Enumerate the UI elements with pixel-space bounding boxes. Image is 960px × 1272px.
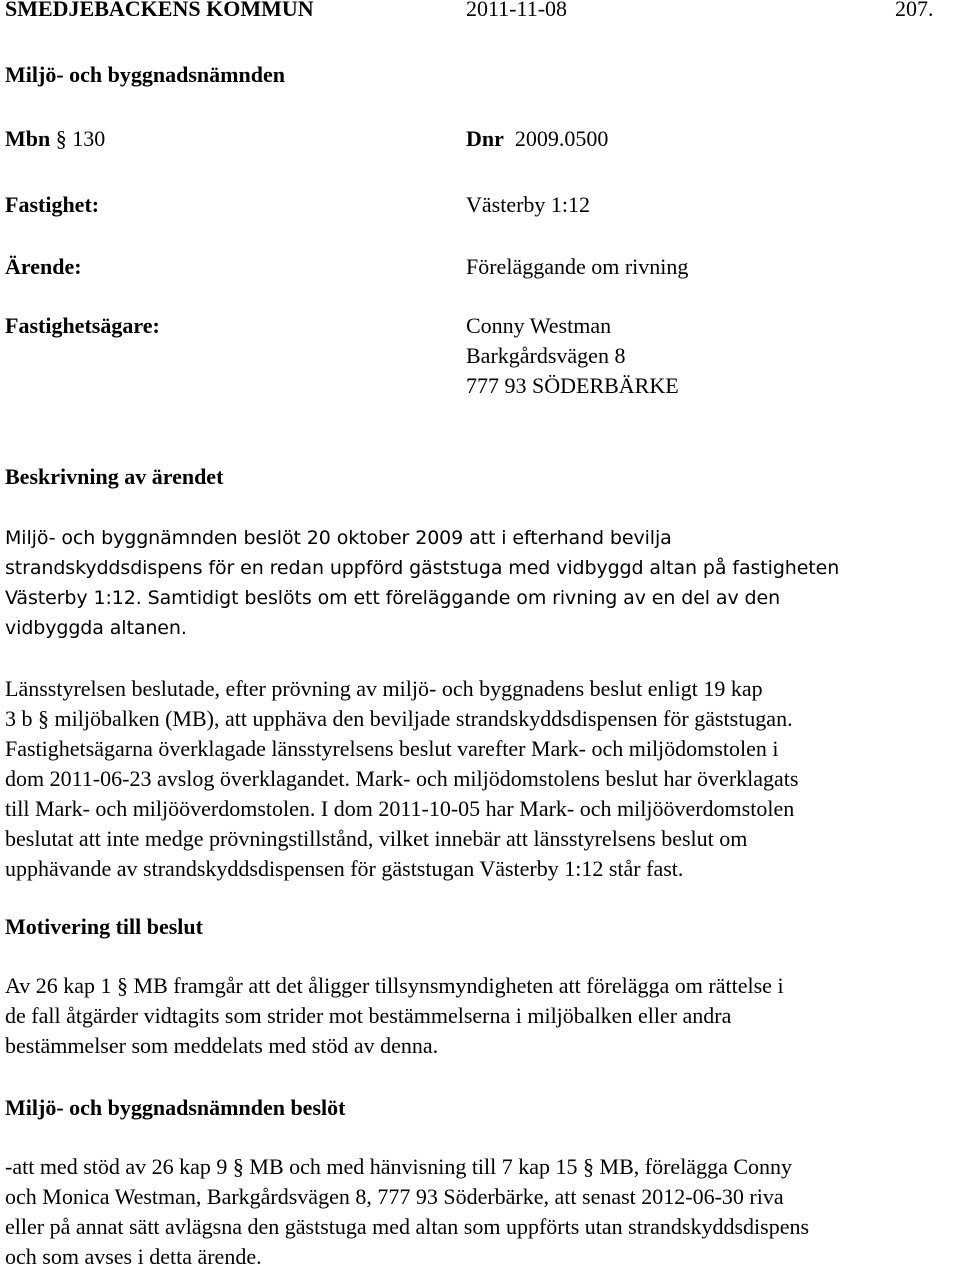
paragraph-line: Västerby 1:12. Samtidigt beslöts om ett föreläggande om rivning av en del av den bbox=[5, 587, 781, 609]
paragraph-line: bestämmelser som meddelats med stöd av denna. bbox=[5, 1033, 439, 1058]
agare-label: Fastighetsägare: bbox=[5, 313, 160, 338]
paragraph-line: och Monica Westman, Barkgårdsvägen 8, 777 93 Söderbärke, att senast 2012-06-30 riva bbox=[5, 1184, 784, 1209]
paragraph-line: eller på annat sätt avlägsna den gäststuga med altan som uppförts utan strandskyddsdispens bbox=[5, 1214, 810, 1239]
dnr-reference bbox=[466, 124, 608, 154]
agare-street: Barkgårdsvägen 8 bbox=[466, 343, 626, 368]
paragraph-line: 3 b § miljöbalken (MB), att upphäva den beviljade strandskyddsdispensen för gäststugan. bbox=[5, 706, 793, 731]
beskrivning-heading: Beskrivning av ärendet bbox=[5, 464, 224, 489]
dnr-value: 2009.0500 bbox=[514, 126, 609, 151]
paragraph-line: Länsstyrelsen beslutade, efter prövning av miljö- och byggnadens beslut enligt 19 kap bbox=[5, 676, 763, 701]
fastighet-value: Västerby 1:12 bbox=[466, 192, 591, 217]
arende-value: Föreläggande om rivning bbox=[466, 254, 689, 279]
municipality-name: SMEDJEBACKENS KOMMUN bbox=[5, 0, 314, 21]
fastighet-label: Fastighet: bbox=[5, 192, 100, 217]
motivering-heading: Motivering till beslut bbox=[5, 914, 203, 939]
paragraph-line: till Mark- och miljööverdomstolen. I dom 2011-10-05 har Mark- och miljööverdomstolen bbox=[5, 796, 795, 821]
paragraph-line: strandskyddsdispens för en redan uppförd gäststuga med vidbyggd altan på fastigheten bbox=[5, 557, 840, 579]
paragraph-line: upphävande av strandskyddsdispensen för gäststugan Västerby 1:12 står fast. bbox=[5, 856, 684, 881]
beslut-heading: Miljö- och byggnadsnämnden beslöt bbox=[5, 1095, 346, 1120]
paragraph-line: Fastighetsägarna överklagade länsstyrelsens beslut varefter Mark- och miljödomstolen i bbox=[5, 736, 779, 761]
beskrivning-paragraph bbox=[5, 523, 955, 643]
lansstyrelsen-paragraph bbox=[5, 674, 955, 884]
agare-name: Conny Westman bbox=[466, 313, 612, 338]
mbn-label: Mbn bbox=[5, 126, 51, 151]
paragraph-line: de fall åtgärder vidtagits som strider mot bestämmelserna i miljöbalken eller andra bbox=[5, 1003, 732, 1028]
meeting-date: 2011-11-08 bbox=[466, 0, 568, 21]
paragraph-line: beslutat att inte medge prövningstillstånd, vilket innebär att länsstyrelsens beslut om bbox=[5, 826, 748, 851]
paragraph-line: vidbyggda altanen. bbox=[5, 617, 187, 639]
paragraph-line: Miljö- och byggnämnden beslöt 20 oktober 2009 att i efterhand bevilja bbox=[5, 527, 672, 549]
arende-label: Ärende: bbox=[5, 254, 82, 279]
beslut-paragraph bbox=[5, 1152, 955, 1272]
page-number: 207. bbox=[895, 0, 934, 21]
mbn-reference bbox=[5, 124, 105, 154]
motivering-paragraph bbox=[5, 971, 955, 1061]
paragraph-line: -att med stöd av 26 kap 9 § MB och med hänvisning till 7 kap 15 § MB, förelägga Conny bbox=[5, 1154, 793, 1179]
agare-postal: 777 93 SÖDERBÄRKE bbox=[466, 373, 679, 398]
board-name: Miljö- och byggnadsnämnden bbox=[5, 62, 285, 87]
mbn-value: § 130 bbox=[55, 126, 106, 151]
paragraph-line: dom 2011-06-23 avslog överklagandet. Mark- och miljödomstolens beslut har överklagats bbox=[5, 766, 799, 791]
paragraph-line: och som avses i detta ärende. bbox=[5, 1244, 262, 1269]
paragraph-line: Av 26 kap 1 § MB framgår att det åligger tillsynsmyndigheten att förelägga om rättelse i bbox=[5, 973, 784, 998]
dnr-label: Dnr bbox=[466, 126, 504, 151]
